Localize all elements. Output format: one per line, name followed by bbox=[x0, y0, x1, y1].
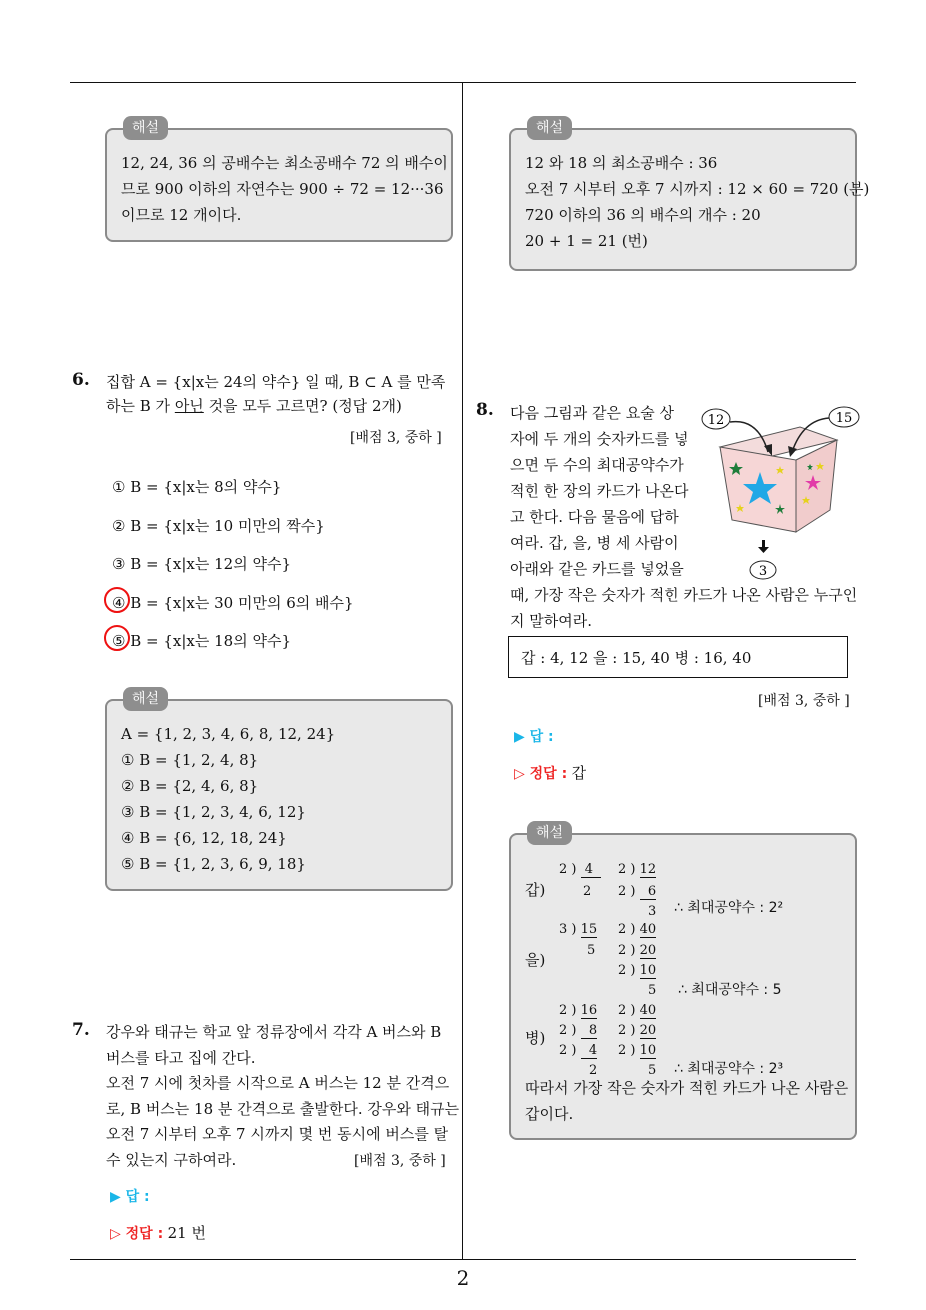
output-arrow-shaft bbox=[762, 540, 765, 547]
question-text-part: 것을 모두 고르면? (정답 2개) bbox=[203, 397, 402, 415]
question-line: 고 한다. 다음 물음에 답하 bbox=[510, 508, 679, 526]
division-step: 2 ) 20 bbox=[618, 943, 657, 958]
question-line: 로, B 버스는 18 분 간격으로 출발한다. 강우와 태규는 bbox=[106, 1099, 460, 1118]
explanation-line: ④ B = {6, 12, 18, 24} bbox=[121, 829, 287, 847]
option-2[interactable]: ② B = {x|x는 10 미만의 짝수} bbox=[112, 517, 325, 535]
question-6-text bbox=[106, 370, 456, 418]
final-conclusion-line: 갑이다. bbox=[525, 1105, 574, 1123]
final-conclusion-line: 따라서 가장 작은 숫자가 적힌 카드가 나온 사람은 bbox=[525, 1079, 849, 1097]
division-step: 5 bbox=[648, 983, 657, 998]
gcd-conclusion-eul: ∴ 최대공약수 : 5 bbox=[678, 982, 782, 998]
division-step: 5 bbox=[648, 1063, 657, 1078]
output-arrow-icon bbox=[758, 547, 769, 553]
question-line: 아래와 같은 카드를 넣었을 bbox=[510, 560, 684, 578]
option-1[interactable]: ① B = {x|x는 8의 약수} bbox=[112, 478, 282, 496]
cards-inserted-box: 갑 : 4, 12 을 : 15, 40 병 : 16, 40 bbox=[508, 636, 848, 678]
question-text-part: 하는 B 가 bbox=[106, 397, 175, 415]
selected-mark-circle bbox=[104, 625, 130, 651]
gcd-conclusion-gap: ∴ 최대공약수 : 2² bbox=[674, 900, 784, 916]
question-number-7: 7. bbox=[72, 1020, 90, 1040]
question-line: 여라. 갑, 을, 병 세 사람이 bbox=[510, 534, 679, 552]
question-number-8: 8. bbox=[476, 400, 494, 420]
score-meta: [배점 3, 중하 ] bbox=[350, 430, 442, 446]
underlined-word: 아닌 bbox=[174, 397, 204, 415]
magic-box-figure bbox=[700, 400, 865, 582]
option-3[interactable]: ③ B = {x|x는 12의 약수} bbox=[112, 555, 291, 573]
division-step: 2 ) 10 bbox=[618, 963, 657, 978]
question-8-text-cont bbox=[510, 582, 860, 634]
question-number-6: 6. bbox=[72, 370, 90, 390]
page-number: 2 bbox=[456, 1266, 470, 1290]
explanation-box-7 bbox=[509, 120, 870, 271]
gcd-conclusion-byeong: ∴ 최대공약수 : 2³ bbox=[674, 1061, 784, 1077]
column-divider bbox=[462, 83, 463, 1260]
question-line: 집합 A = {x|x는 24의 약수} 일 때, B ⊂ A 를 만족 bbox=[106, 373, 446, 391]
selected-mark-circle bbox=[104, 587, 130, 613]
explanation-line: 오전 7 시부터 오후 7 시까지 : 12 × 60 = 720 (분) bbox=[525, 180, 870, 198]
explanation-tag: 해설 bbox=[527, 116, 572, 140]
person-label-gap: 갑) bbox=[525, 881, 546, 899]
explanation-tag: 해설 bbox=[123, 687, 168, 711]
answer-label: ▶ 답 : bbox=[110, 1189, 150, 1205]
explanation-box-5 bbox=[105, 120, 453, 242]
box-shape bbox=[720, 427, 837, 532]
question-line: 오전 7 시부터 오후 7 시까지 몇 번 동시에 버스를 탈 bbox=[106, 1125, 449, 1143]
explanation-line: ② B = {2, 4, 6, 8} bbox=[121, 777, 259, 795]
correct-answer-row bbox=[110, 1222, 206, 1243]
input-card-right-label: 15 bbox=[835, 411, 853, 426]
question-line: 때, 가장 작은 숫자가 적힌 카드가 나온 사람은 누구인 bbox=[510, 586, 858, 604]
division-step: 2 ) 8 bbox=[559, 1023, 598, 1038]
division-step: 2 ) 6 bbox=[618, 884, 657, 899]
option-5[interactable]: ⑤ B = {x|x는 18의 약수} bbox=[112, 632, 291, 650]
question-line bbox=[106, 394, 456, 418]
output-card-label: 3 bbox=[758, 564, 768, 579]
explanation-line: A = {1, 2, 3, 4, 6, 8, 12, 24} bbox=[121, 725, 336, 743]
score-meta: [배점 3, 중하 ] bbox=[758, 693, 850, 709]
explanation-line: 12 와 18 의 최소공배수 : 36 bbox=[525, 154, 718, 172]
explanation-line: 이므로 12 개이다. bbox=[121, 206, 242, 224]
explanation-tag: 해설 bbox=[527, 821, 572, 845]
bottom-rule bbox=[70, 1259, 856, 1260]
division-step: 2 ) 12 bbox=[618, 862, 657, 877]
correct-value: 21 번 bbox=[167, 1224, 206, 1242]
option-4[interactable]: ④ B = {x|x는 30 미만의 6의 배수} bbox=[112, 594, 354, 612]
question-line: 적힌 한 장의 카드가 나온다 bbox=[510, 482, 689, 500]
correct-value: 갑 bbox=[571, 764, 587, 782]
explanation-line: 20 + 1 = 21 (번) bbox=[525, 232, 648, 250]
division-step: 2 bbox=[583, 884, 592, 899]
question-line: 다음 그림과 같은 요술 상 bbox=[510, 404, 674, 422]
division-work bbox=[511, 835, 855, 1135]
question-line: 자에 두 개의 숫자카드를 넣 bbox=[510, 430, 689, 448]
question-line: 버스를 타고 집에 간다. bbox=[106, 1048, 256, 1067]
division-step: 3 ) 15 bbox=[559, 922, 598, 937]
explanation-line: ① B = {1, 2, 4, 8} bbox=[121, 751, 259, 769]
top-rule bbox=[70, 82, 856, 83]
division-step: 2 ) 4 bbox=[559, 862, 602, 877]
division-step: 5 bbox=[587, 943, 596, 958]
question-line: 강우와 태규는 학교 앞 정류장에서 각각 A 버스와 B bbox=[106, 1023, 442, 1041]
question-8-text bbox=[510, 400, 706, 582]
answer-label: ▶ 답 : bbox=[514, 729, 554, 745]
division-step: 2 bbox=[589, 1063, 598, 1078]
explanation-tag: 해설 bbox=[123, 116, 168, 140]
explanation-line: 720 이하의 36 의 배수의 개수 : 20 bbox=[525, 206, 761, 224]
correct-label: ▷ 정답 : bbox=[514, 766, 568, 782]
explanation-box-8 bbox=[509, 825, 857, 1140]
question-line: 지 말하여라. bbox=[510, 612, 592, 630]
division-step: 2 ) 20 bbox=[618, 1023, 657, 1038]
division-step: 2 ) 16 bbox=[559, 1003, 598, 1018]
question-line: 으면 두 수의 최대공약수가 bbox=[510, 456, 684, 474]
explanation-line: 므로 900 이하의 자연수는 900 ÷ 72 = 12···36 bbox=[121, 180, 444, 198]
correct-label: ▷ 정답 : bbox=[110, 1226, 164, 1242]
explanation-line: ⑤ B = {1, 2, 3, 6, 9, 18} bbox=[121, 855, 306, 873]
explanation-box-6 bbox=[105, 691, 453, 891]
correct-answer-row bbox=[514, 762, 586, 783]
explanation-line: ③ B = {1, 2, 3, 4, 6, 12} bbox=[121, 803, 306, 821]
division-step: 2 ) 40 bbox=[618, 922, 657, 937]
division-step: 2 ) 4 bbox=[559, 1043, 598, 1058]
score-meta: [배점 3, 중하 ] bbox=[354, 1153, 446, 1169]
question-line: 수 있는지 구하여라. bbox=[106, 1150, 237, 1169]
division-step: 3 bbox=[648, 904, 657, 919]
explanation-line: 12, 24, 36 의 공배수는 최소공배수 72 의 배수이 bbox=[121, 154, 448, 172]
person-label-byeong: 병) bbox=[525, 1029, 546, 1047]
person-label-eul: 을) bbox=[525, 951, 546, 969]
question-line: 오전 7 시에 첫차를 시작으로 A 버스는 12 분 간격으 bbox=[106, 1074, 450, 1092]
division-step: 2 ) 40 bbox=[618, 1003, 657, 1018]
input-card-left-label: 12 bbox=[707, 413, 725, 428]
division-step: 2 ) 10 bbox=[618, 1043, 657, 1058]
